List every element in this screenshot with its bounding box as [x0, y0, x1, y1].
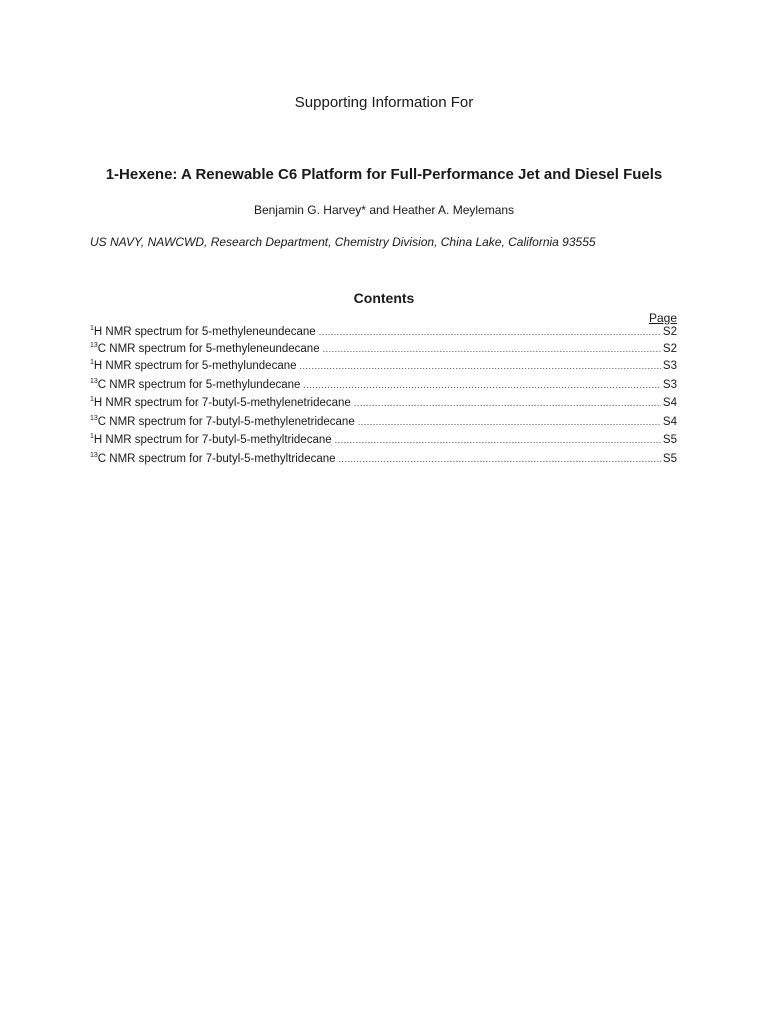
toc-entry[interactable] [90, 343, 677, 360]
toc-entry-text: H NMR spectrum for 5-methyleneundecane [93, 326, 316, 338]
table-of-contents [90, 326, 677, 470]
toc-entry[interactable] [90, 397, 677, 414]
supporting-info-heading: Supporting Information For [294, 94, 474, 111]
isotope-superscript: 13 [90, 377, 98, 385]
dot-leader [300, 361, 661, 371]
toc-entry[interactable] [90, 360, 677, 377]
toc-entry-label [90, 453, 336, 465]
toc-entry-label [90, 416, 355, 428]
toc-page-number: S5 [662, 434, 677, 446]
toc-entry-text: C NMR spectrum for 5-methyleneundecane [97, 343, 320, 355]
toc-entry-text: H NMR spectrum for 5-methylundecane [93, 360, 297, 372]
page-column-header: Page [648, 311, 677, 325]
contents-heading: Contents [353, 290, 415, 306]
toc-entry[interactable] [90, 434, 677, 451]
toc-entry[interactable] [90, 453, 677, 470]
toc-entry-text: C NMR spectrum for 7-butyl-5-methylenetridecane [97, 415, 355, 428]
dot-leader [319, 327, 661, 337]
toc-entry-text: H NMR spectrum for 7-butyl-5-methyltridecane [93, 434, 332, 446]
toc-entry-label [90, 360, 297, 372]
dot-leader [323, 344, 661, 354]
toc-page-number: S3 [662, 378, 677, 391]
dot-leader [303, 380, 661, 390]
dot-leader [339, 454, 661, 464]
toc-entry-text: H NMR spectrum for 7-butyl-5-methylenetridecane [93, 397, 351, 409]
isotope-superscript: 1 [90, 433, 94, 440]
isotope-superscript: 13 [90, 451, 98, 459]
toc-entry-label [90, 326, 316, 338]
isotope-superscript: 1 [90, 396, 94, 403]
isotope-superscript: 1 [90, 359, 94, 366]
toc-entry-label [90, 379, 300, 391]
isotope-superscript: 13 [90, 342, 98, 349]
isotope-superscript: 1 [90, 325, 94, 332]
toc-page-number: S4 [662, 415, 677, 428]
toc-page-number: S2 [662, 343, 677, 355]
toc-entry-text: C NMR spectrum for 7-butyl-5-methyltridecane [97, 452, 336, 465]
toc-page-number: S5 [662, 452, 677, 465]
dot-leader [335, 435, 661, 445]
toc-page-number: S2 [662, 326, 677, 338]
author-list: Benjamin G. Harvey* and Heather A. Meylemans [253, 203, 515, 217]
toc-entry-label [90, 434, 332, 446]
toc-entry[interactable] [90, 416, 677, 433]
toc-entry[interactable] [90, 326, 677, 343]
toc-page-number: S3 [662, 360, 677, 372]
toc-page-number: S4 [662, 397, 677, 409]
isotope-superscript: 13 [90, 414, 98, 422]
toc-entry[interactable] [90, 379, 677, 396]
toc-entry-label [90, 343, 320, 355]
affiliation: US NAVY, NAWCWD, Research Department, Chemistry Division, China Lake, California 93555 [90, 235, 596, 249]
paper-title: 1-Hexene: A Renewable C6 Platform for Full-Performance Jet and Diesel Fuels [105, 166, 663, 183]
dot-leader [354, 398, 661, 408]
dot-leader [358, 417, 661, 427]
toc-entry-label [90, 397, 351, 409]
toc-entry-text: C NMR spectrum for 5-methylundecane [97, 378, 301, 391]
